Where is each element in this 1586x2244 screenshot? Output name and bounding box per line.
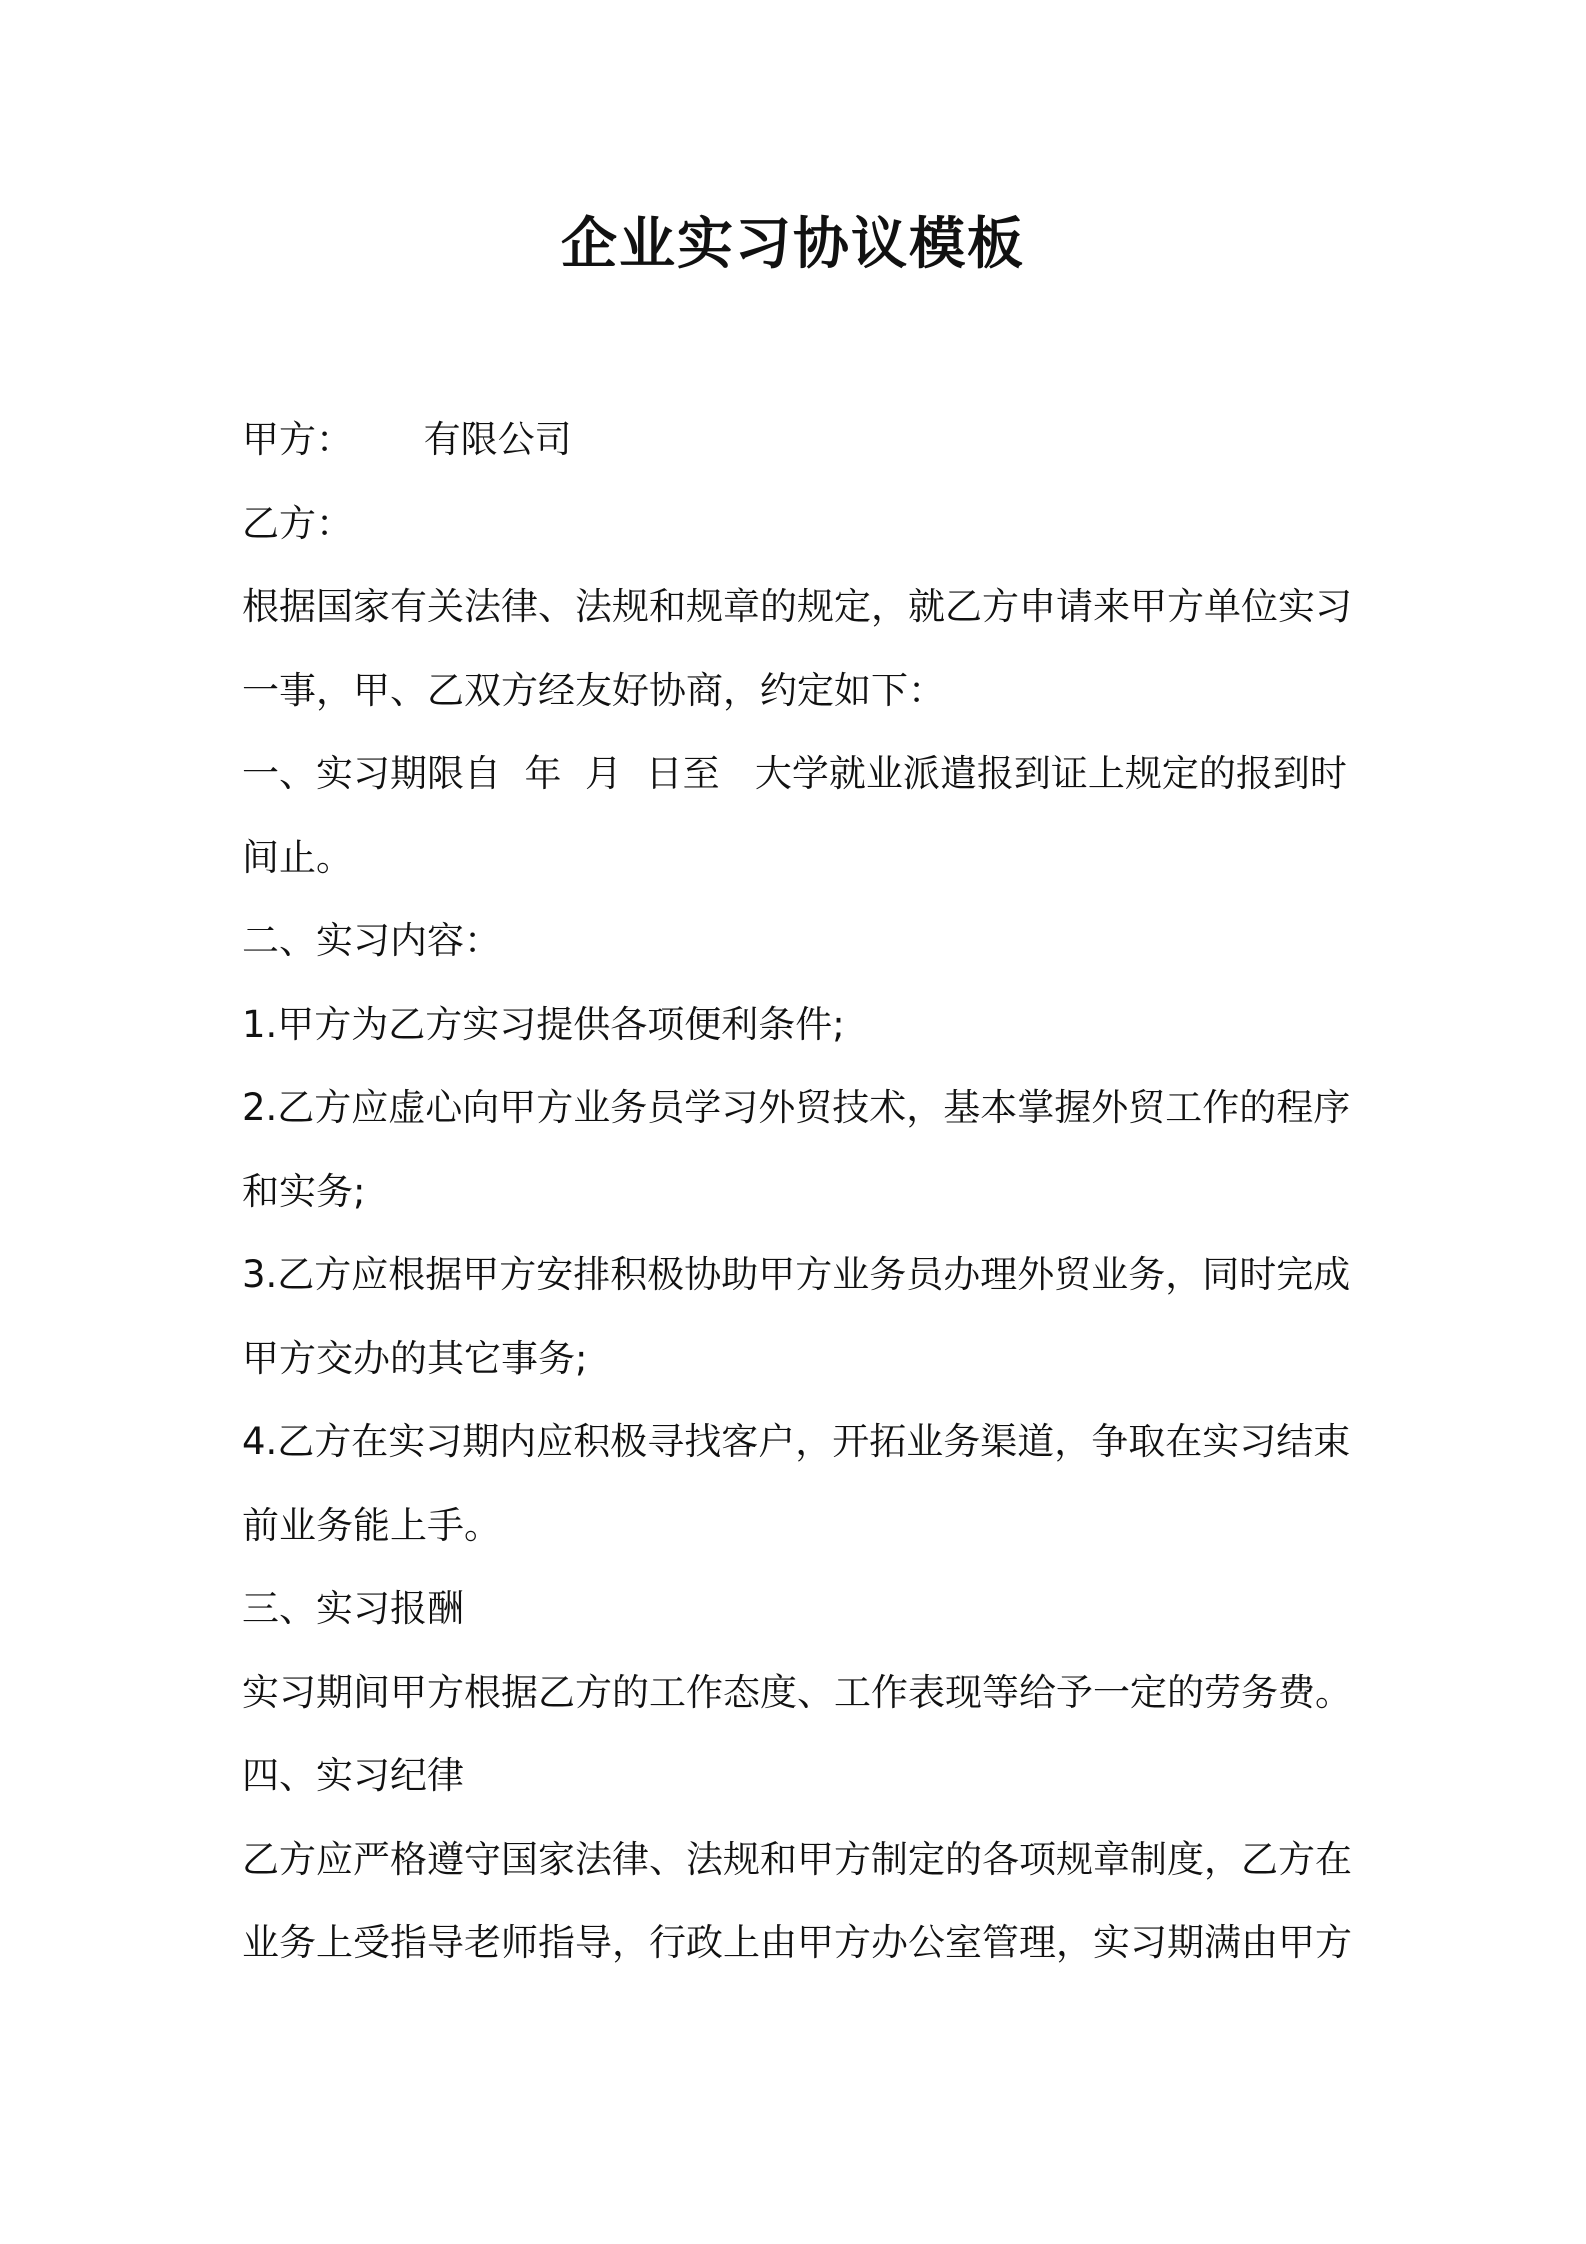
- item-2-line-2: 和实务;: [242, 1169, 366, 1213]
- preamble-line-1: 根据国家有关法律、法规和规章的规定，就乙方申请来甲方单位实习: [242, 585, 1352, 628]
- clause-1-line-1: 一、实习期限自 年 月 日至 大学就业派遣报到证上规定的报到时: [242, 752, 1347, 795]
- section-3-heading: 三、实习报酬: [242, 1587, 464, 1630]
- item-1-line: 1.甲方为乙方实习提供各项便利条件;: [242, 1002, 845, 1046]
- item-2-line-1: 2.乙方应虚心向甲方业务员学习外贸技术，基本掌握外贸工作的程序: [242, 1086, 1351, 1129]
- preamble-line-2: 一事，甲、乙双方经友好协商，约定如下：: [242, 668, 945, 712]
- document-title: 企业实习协议模板: [561, 212, 1025, 277]
- item-4-line-2: 前业务能上手。: [242, 1503, 501, 1547]
- item-3-line-2: 甲方交办的其它事务;: [242, 1336, 588, 1380]
- section-3-text: 实习期间甲方根据乙方的工作态度、工作表现等给予一定的劳务费。: [242, 1670, 1352, 1714]
- item-3-line-1: 3.乙方应根据甲方安排积极协助甲方业务员办理外贸业务，同时完成: [242, 1253, 1351, 1296]
- party-a-line: 甲方： 有限公司: [242, 418, 572, 461]
- party-b-line: 乙方：: [242, 501, 353, 545]
- clause-1-line-2: 间止。: [242, 835, 353, 879]
- section-4-line-2: 业务上受指导老师指导，行政上由甲方办公室管理，实习期满由甲方: [242, 1921, 1352, 1964]
- section-4-line-1: 乙方应严格遵守国家法律、法规和甲方制定的各项规章制度，乙方在: [242, 1837, 1352, 1881]
- section-4-heading: 四、实习纪律: [242, 1754, 464, 1797]
- document-body: [242, 398, 1362, 1985]
- item-4-line-1: 4.乙方在实习期内应积极寻找客户，开拓业务渠道，争取在实习结束: [242, 1420, 1351, 1463]
- section-2-heading: 二、实习内容：: [242, 919, 501, 962]
